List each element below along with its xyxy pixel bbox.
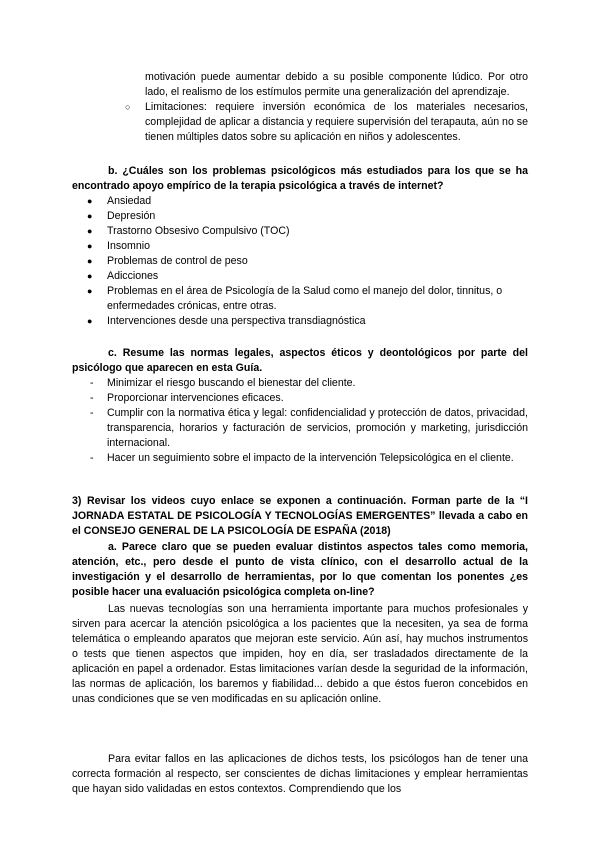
norms-list — [90, 376, 528, 466]
dash-bullet-icon: - — [90, 407, 94, 419]
list-item: - Proporcionar intervenciones eficaces. — [90, 392, 284, 404]
list-item: ● Ansiedad — [87, 195, 152, 207]
list-item: - Cumplir con la normativa ética y legal: confidencialidad y protección de datos, privacidad, transparencia, horarios y facturación de servicios, promoción y marketing, jurisdicción internacional. — [90, 407, 528, 449]
bullet-icon: ● — [87, 241, 93, 251]
bullet-icon: ● — [87, 271, 93, 281]
problems-list — [87, 194, 528, 329]
dash-bullet-icon: - — [90, 452, 94, 464]
question-b-heading: b. ¿Cuáles son los problemas psicológicos más estudiados para los que se ha encontrado apoyo empírico de la terapia psicológica a través de internet? — [72, 165, 528, 192]
dash-bullet-icon: - — [90, 392, 94, 404]
list-item: ● Depresión — [87, 210, 156, 222]
dash-bullet-icon: - — [90, 377, 94, 389]
bullet-icon: ● — [87, 226, 93, 236]
answer-paragraph: Para evitar fallos en las aplicaciones de dichos tests, los psicólogos han de tener una correcta formación al respecto, ser conscientes de dichas limitaciones y emplear herramientas que hayan sido validadas en estos contextos. Comprendiendo que los — [72, 753, 528, 795]
sub-list-item: ○ Limitaciones: requiere inversión económica de los materiales necesarios, complejidad de aplicar a distancia y requiere supervisión del terapauta, aún no se tienen múltiples datos sobre su aplicación en niños y adolescentes. — [125, 101, 528, 143]
bullet-icon: ● — [87, 286, 93, 296]
bullet-icon: ● — [87, 256, 93, 266]
list-item: ● Insomnio — [87, 240, 150, 252]
sub-list — [125, 70, 528, 145]
list-item: ● Intervenciones desde una perspectiva transdiagnóstica — [87, 315, 366, 327]
question-c-heading: c. Resume las normas legales, aspectos éticos y deontológicos por parte del psicólogo que aparecen en esta Guía. — [72, 347, 528, 374]
circle-bullet-icon: ○ — [125, 102, 131, 112]
list-item: ● Problemas en el área de Psicología de la Salud como el manejo del dolor, tinnitus, o enfermedades crónicas, entre otras. — [87, 285, 503, 312]
bullet-icon: ● — [87, 196, 93, 206]
list-item: ● Problemas de control de peso — [87, 255, 248, 267]
list-item: - Minimizar el riesgo buscando el bienestar del cliente. — [90, 377, 356, 389]
list-item: ● Trastorno Obsesivo Compulsivo (TOC) — [87, 225, 290, 237]
bullet-icon: ● — [87, 316, 93, 326]
bullet-icon: ● — [87, 211, 93, 221]
section-3-heading: 3) Revisar los videos cuyo enlace se exponen a continuación. Forman parte de la “I JORNADA ESTATAL DE PSICOLOGÍA Y TECNOLOGÍAS EMERGENTES” llevada a cabo en el CONSEJO GENERAL DE LA PSICOLOGÍA DE ESPAÑA (2018) — [72, 495, 528, 537]
sub-list-item: motivación puede aumentar debido a su posible componente lúdico. Por otro lado, el realismo de los estímulos permite una generalización del aprendizaje. — [145, 71, 528, 98]
question-a-heading: a. Parece claro que se pueden evaluar distintos aspectos tales como memoria, atención, etc., pero desde el punto de vista clínico, con el desarrollo actual de la investigación y el desarrollo de herramientas, por lo que comentan los ponentes ¿es posible hacer una evaluación psicológica completa on-line? — [72, 541, 528, 598]
list-item: - Hacer un seguimiento sobre el impacto de la intervención Telepsicológica en el cliente. — [90, 452, 514, 464]
list-item: ● Adicciones — [87, 270, 159, 282]
answer-paragraph: Las nuevas tecnologías son una herramienta importante para muchos profesionales y sirven para acercar la atención psicológica a los pacientes que la necesiten, ya sea de forma telemática o empleando aparatos que mejoran este servicio. Aún así, hay muchos instrumentos o tests que tienen aspectos que impiden, hoy en día, ser trasladados directamente de la aplicación en papel a ordenador. Estas limitaciones varían desde la seguridad de la información, las normas de aplicación, los baremos y fiabilidad... debido a que éstos fueron concebidos en unas condiciones que se ven modificadas en su aplicación online. — [72, 603, 528, 705]
